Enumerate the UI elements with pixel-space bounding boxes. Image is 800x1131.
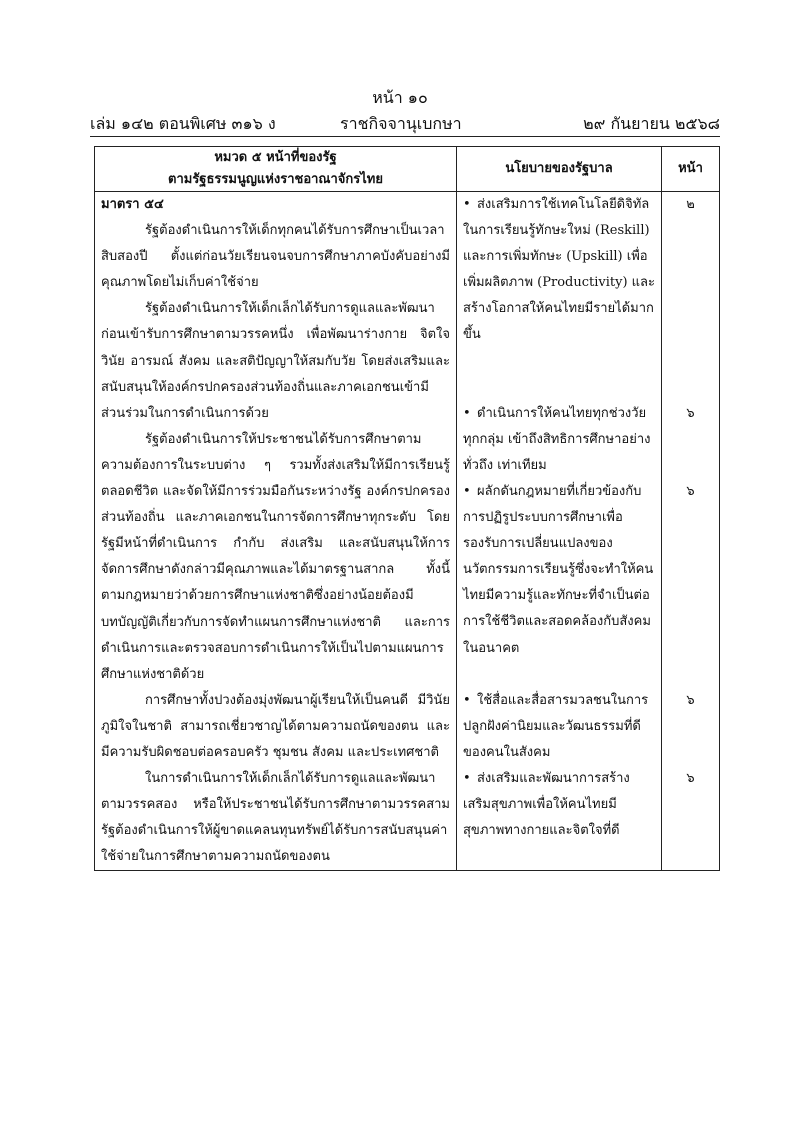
policy-text: ใช้สื่อและสื่อสารมวลชนในการปลูกฝังค่านิยมและวัฒนธรรมที่ดีของคนในสังคม xyxy=(463,693,649,761)
policy-cell xyxy=(457,192,662,871)
bullet-icon: • xyxy=(463,406,471,421)
page-ref: ๒ xyxy=(686,197,695,212)
table-header-row xyxy=(95,147,720,192)
paragraph: รัฐต้องดำเนินการให้เด็กเล็กได้รับการดูแลและพัฒนาก่อนเข้ารับการศึกษาตามวรรคหนึ่ง เพื่อพัฒนาร่างกาย จิตใจ วินัย อารมณ์ สังคม และสติปัญญาให้สมกับวัย โดยส่งเสริมและสนับสนุนให้องค์กรปกครองส่วนท้องถิ่นและภาคเอกชนเข้ามีส่วนร่วมในการดำเนินการด้วย xyxy=(101,301,450,421)
policy-item xyxy=(463,401,655,479)
header-policy: นโยบายของรัฐบาล xyxy=(457,147,662,192)
page-ref: ๖ xyxy=(686,771,695,786)
header-chapter: หมวด ๕ หน้าที่ของรัฐ xyxy=(214,150,337,165)
paragraph: การศึกษาทั้งปวงต้องมุ่งพัฒนาผู้เรียนให้เป็นคนดี มีวินัย ภูมิใจในชาติ สามารถเชี่ยวชาญได้ตามความถนัดของตน และมีความรับผิดชอบต่อครอบครัว ชุมชน สังคม และประเทศชาติ xyxy=(101,692,450,760)
paragraph: ในการดำเนินการให้เด็กเล็กได้รับการดูแลและพัฒนาตามวรรคสอง หรือให้ประชาชนได้รับการศึกษาตามวรรคสาม รัฐต้องดำเนินการให้ผู้ขาดแคลนทุนทรัพย์ได้รับการสนับสนุนค่าใช้จ่ายในการศึกษาตามความถนัดของตน xyxy=(101,771,450,865)
page-number: หน้า ๑๐ xyxy=(372,88,428,107)
header-rule xyxy=(90,136,720,137)
page-ref: ๖ xyxy=(686,484,695,499)
constitution-cell xyxy=(95,192,457,871)
gazette-title: ราชกิจจานุเบกษา xyxy=(340,114,462,133)
paragraph: รัฐต้องดำเนินการให้เด็กทุกคนได้รับการศึกษาเป็นเวลาสิบสองปี ตั้งแต่ก่อนวัยเรียนจนจบการศึกษาภาคบังคับอย่างมีคุณภาพโดยไม่เก็บค่าใช้จ่าย xyxy=(101,223,450,291)
policy-text: ดำเนินการให้คนไทยทุกช่วงวัยทุกกลุ่ม เข้าถึงสิทธิการศึกษาอย่างทั่วถึง เท่าเทียม xyxy=(463,406,651,474)
volume-issue: เล่ม ๑๔๒ ตอนพิเศษ ๓๑๖ ง xyxy=(90,114,276,133)
bullet-icon: • xyxy=(463,693,471,708)
publication-date: ๒๙ กันยายน ๒๕๖๘ xyxy=(583,114,720,133)
section-title: มาตรา ๕๔ xyxy=(101,197,164,212)
paragraph: รัฐต้องดำเนินการให้ประชาชนได้รับการศึกษาตามความต้องการในระบบต่าง ๆ รวมทั้งส่งเสริมให้มีการเรียนรู้ตลอดชีวิต และจัดให้มีการร่วมมือกันระหว่างรัฐ องค์กรปกครองส่วนท้องถิ่น และภาคเอกชนในการจัดการศึกษาทุกระดับ โดยรัฐมีหน้าที่ดำเนินการ กำกับ ส่งเสริม และสนับสนุนให้การจัดการศึกษาดังกล่าวมีคุณภาพและได้มาตรฐานสากล ทั้งนี้ ตามกฎหมายว่าด้วยการศึกษาแห่งชาติซึ่งอย่างน้อยต้องมีบทบัญญัติเกี่ยวกับการจัดทำแผนการศึกษาแห่งชาติ และการดำเนินการและตรวจสอบการดำเนินการให้เป็นไปตามแผนการศึกษาแห่งชาติด้วย xyxy=(101,431,450,682)
policy-item xyxy=(463,192,655,401)
comparison-table xyxy=(94,146,720,871)
bullet-icon: • xyxy=(463,197,471,212)
page-ref-cell xyxy=(662,192,720,871)
policy-item xyxy=(463,688,655,766)
header-constitution-name: ตามรัฐธรรมนูญแห่งราชอาณาจักรไทย xyxy=(168,172,383,187)
bullet-icon: • xyxy=(463,484,471,499)
table-row xyxy=(95,192,720,871)
header-constitution xyxy=(95,147,457,192)
policy-item xyxy=(463,479,655,688)
bullet-icon: • xyxy=(463,771,471,786)
header-page: หน้า xyxy=(662,147,720,192)
policy-text: ส่งเสริมการใช้เทคโนโลยีดิจิทัลในการเรียนรู้ทักษะใหม่ (Reskill) และการเพิ่มทักษะ (Upskill) เพื่อเพิ่มผลิตภาพ (Productivity) และสร้างโอกาสให้คนไทยมีรายได้มากขึ้น xyxy=(463,197,655,343)
policy-item xyxy=(463,766,655,844)
policy-text: ผลักดันกฎหมายที่เกี่ยวข้องกับการปฏิรูประบบการศึกษาเพื่อรองรับการเปลี่ยนแปลงของนวัตกรรมการเรียนรู้ซึ่งจะทำให้คนไทยมีความรู้และทักษะที่จำเป็นต่อการใช้ชีวิตและสอดคล้องกับสังคมในอนาคต xyxy=(463,484,654,656)
gazette-header xyxy=(90,112,720,136)
page-ref: ๖ xyxy=(686,406,695,421)
policy-text: ส่งเสริมและพัฒนาการสร้างเสริมสุขภาพเพื่อให้คนไทยมีสุขภาพทางกายและจิตใจที่ดี xyxy=(463,771,630,839)
page-ref: ๖ xyxy=(686,693,695,708)
